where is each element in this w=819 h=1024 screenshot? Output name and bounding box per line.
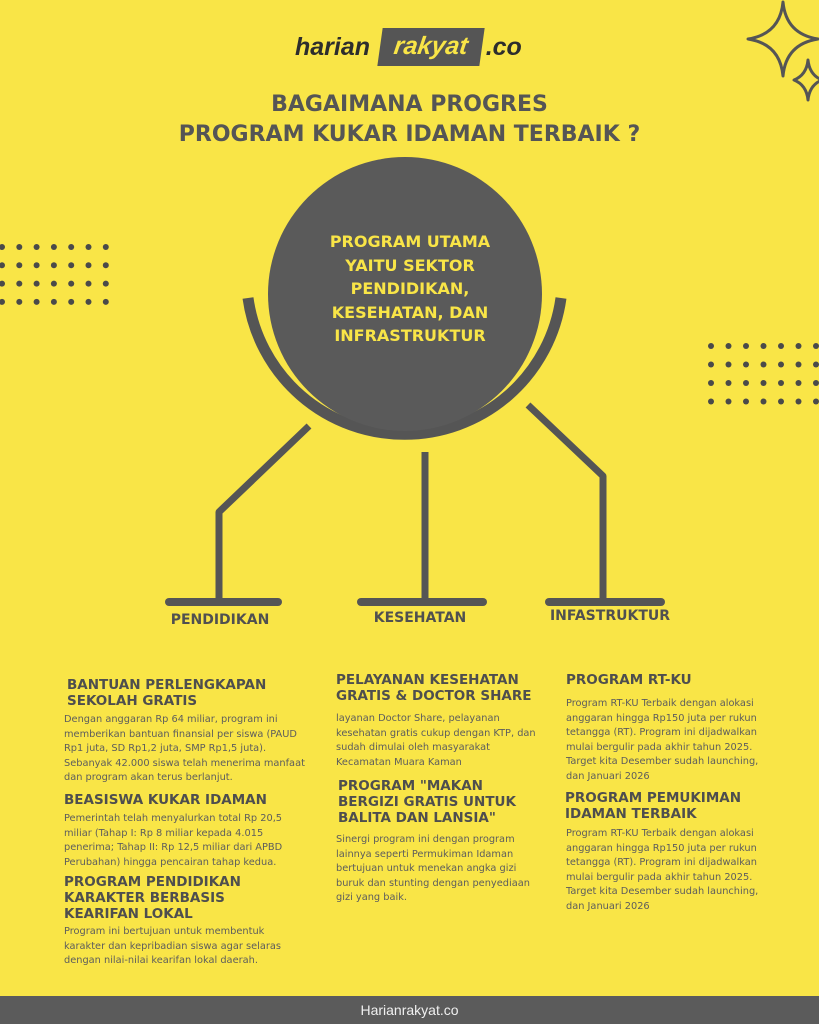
decor-dot <box>743 399 749 405</box>
decor-dot <box>86 244 92 250</box>
decor-dot <box>68 281 74 287</box>
decor-dot <box>778 343 784 349</box>
decor-dot <box>796 399 802 405</box>
branch-label-kesehatan: KESEHATAN <box>373 610 467 626</box>
decor-dot <box>34 281 40 287</box>
section-title-bantuan: BANTUAN PERLENGKAPAN SEKOLAH GRATIS <box>67 677 267 709</box>
page-title-line1: BAGAIMANA PROGRES <box>271 92 548 117</box>
section-title-kesehatan-gratis: PELAYANAN KESEHATAN GRATIS & DOCTOR SHARE <box>336 672 532 704</box>
footer-text[interactable]: Harianrakyat.co <box>360 1002 459 1018</box>
page-title-line2: PROGRAM KUKAR IDAMAN TERBAIK ? <box>178 122 641 147</box>
decor-dot <box>726 343 732 349</box>
dot-grid-right <box>708 343 819 405</box>
decor-dot <box>761 380 767 386</box>
decor-dot <box>796 343 802 349</box>
brand-logo <box>285 28 522 66</box>
decor-dot <box>0 281 5 287</box>
branch-label-pendidikan: PENDIDIKAN <box>170 612 270 628</box>
decor-dot <box>743 362 749 368</box>
decor-dot <box>743 343 749 349</box>
branch-bar-right <box>545 598 665 606</box>
section-title-makan-bergizi: PROGRAM "MAKAN BERGIZI GRATIS UNTUK BALITA DAN LANSIA" <box>338 778 516 826</box>
section-body-rtku: Program RT-KU Terbaik dengan alokasi anggaran hingga Rp150 juta per rukun tetangga (RT). Program ini dijadwalkan mulai bergulir pada akhir tahun 2025. Target kita Desember sudah launching, dan Januari 2026 <box>566 698 759 782</box>
decor-dot <box>726 362 732 368</box>
decor-dot <box>86 299 92 305</box>
decor-dot <box>16 244 22 250</box>
decor-dot <box>51 281 57 287</box>
decor-dot <box>708 362 714 368</box>
decor-dot <box>761 362 767 368</box>
section-body-bantuan: Dengan anggaran Rp 64 miliar, program ini memberikan bantuan finansial per siswa (PAUD Rp1 juta, SD Rp1,2 juta, SMP Rp1,5 juta). Sebanyak 42.000 siswa telah menerima manfaat dan program akan terus berlanjut. <box>64 714 305 783</box>
decor-dot <box>68 244 74 250</box>
center-circle-text <box>305 230 515 348</box>
center-text-line: PENDIDIKAN, <box>350 279 470 298</box>
section-title-rtku: PROGRAM RT-KU <box>566 672 692 688</box>
branch-bar-left <box>165 598 282 606</box>
footer-bar <box>0 996 819 1024</box>
brand-logo-part1: harian <box>295 32 371 61</box>
center-text-line: YAITU SEKTOR <box>345 255 475 275</box>
section-title-pemukiman: PROGRAM PEMUKIMAN IDAMAN TERBAIK <box>565 790 742 822</box>
decor-dot <box>68 299 74 305</box>
decor-dot <box>813 362 819 368</box>
decor-dot <box>103 299 109 305</box>
decor-dot <box>51 244 57 250</box>
decor-dot <box>51 262 57 268</box>
center-text-line: PROGRAM UTAMA <box>329 232 491 251</box>
decor-dot <box>16 262 22 268</box>
decor-dot <box>813 399 819 405</box>
decor-dot <box>761 399 767 405</box>
decor-dot <box>778 380 784 386</box>
decor-dot <box>796 362 802 368</box>
center-text-line: INFRASTRUKTUR <box>334 326 486 345</box>
center-text-line: KESEHATAN, DAN <box>331 302 489 322</box>
decor-dot <box>16 281 22 287</box>
section-body-kesehatan-gratis: layanan Doctor Share, pelayanan kesehatan gratis cukup dengan KTP, dan sudah dimulai oleh masyarakat Kecamatan Muara Kaman <box>336 713 536 768</box>
decor-dot <box>813 380 819 386</box>
section-body-pemukiman: Program RT-KU Terbaik dengan alokasi anggaran hingga Rp150 juta per rukun tetangga (RT). Program ini dijadwalkan mulai bergulir pada akhir tahun 2025. Target kita Desember sudah launching, dan Januari 2026 <box>566 828 759 912</box>
decor-dot <box>0 262 5 268</box>
branch-bar-middle <box>357 598 487 606</box>
decor-dot <box>51 299 57 305</box>
brand-logo-part3: .co <box>485 32 522 61</box>
decor-dot <box>813 343 819 349</box>
decor-dot <box>0 299 5 305</box>
decor-dot <box>68 262 74 268</box>
decor-dot <box>708 380 714 386</box>
decor-dot <box>86 281 92 287</box>
section-body-beasiswa: Pemerintah telah menyalurkan total Rp 20,5 miliar (Tahap I: Rp 8 miliar kepada 4.015 penerima; Tahap II: Rp 12,5 miliar dari APBD Perubahan) hingga pencairan tahap kedua. <box>64 813 283 868</box>
section-title-karakter: PROGRAM PENDIDIKAN KARAKTER BERBASIS KEARIFAN LOKAL <box>64 874 241 922</box>
decor-dot <box>796 380 802 386</box>
section-title-beasiswa: BEASISWA KUKAR IDAMAN <box>64 792 267 808</box>
section-body-karakter: Program ini bertujuan untuk membentuk karakter dan kepribadian siswa agar selaras dengan nilai-nilai kearifan lokal daerah. <box>64 926 281 966</box>
dot-grid-left <box>0 244 109 305</box>
decor-dot <box>743 380 749 386</box>
decor-dot <box>103 244 109 250</box>
decor-dot <box>761 343 767 349</box>
decor-dot <box>726 380 732 386</box>
decor-dot <box>16 299 22 305</box>
decor-dot <box>34 244 40 250</box>
decor-dot <box>778 399 784 405</box>
decor-dot <box>708 343 714 349</box>
branch-label-infrastruktur: INFASTRUKTUR <box>549 608 671 624</box>
decor-dot <box>778 362 784 368</box>
section-body-makan-bergizi: Sinergi program ini dengan program lainnya seperti Permukiman Idaman bertujuan untuk menekan angka gizi buruk dan stunting dengan penyediaan gizi yang baik. <box>336 834 530 903</box>
decor-dot <box>708 399 714 405</box>
decor-dot <box>34 299 40 305</box>
connector-right <box>528 405 603 602</box>
decor-dot <box>103 281 109 287</box>
connector-left <box>219 426 309 602</box>
decor-dot <box>0 244 5 250</box>
decor-dot <box>726 399 732 405</box>
decor-dot <box>86 262 92 268</box>
decor-dot <box>34 262 40 268</box>
decor-dot <box>103 262 109 268</box>
brand-logo-part2: rakyat <box>377 28 484 66</box>
